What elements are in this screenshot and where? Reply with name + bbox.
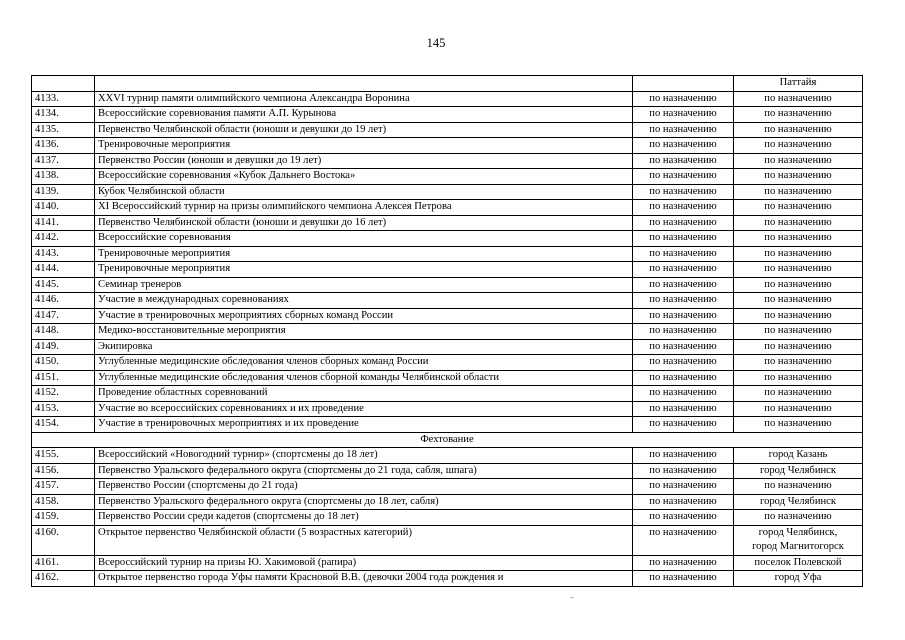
date-cell: по назначению	[633, 262, 734, 278]
date-cell: по назначению	[633, 138, 734, 154]
table-header-row	[32, 76, 863, 92]
place-line: город Челябинск,	[758, 526, 838, 538]
table-row	[32, 571, 863, 587]
table-row	[32, 479, 863, 495]
date-cell: по назначению	[633, 355, 734, 371]
place-cell: по назначению	[734, 107, 863, 123]
event-name-cell: Тренировочные мероприятия	[95, 138, 633, 154]
table-row	[32, 324, 863, 340]
row-number-cell: 4160.	[32, 525, 95, 555]
place-cell: по назначению	[734, 324, 863, 340]
event-name-cell: Участие во всероссийских соревнованиях и их проведение	[95, 401, 633, 417]
date-cell: по назначению	[633, 525, 734, 555]
date-cell: по назначению	[633, 417, 734, 433]
place-cell: по назначению	[734, 91, 863, 107]
table-row	[32, 417, 863, 433]
event-name-cell: Всероссийские соревнования	[95, 231, 633, 247]
place-line: город Магнитогорск	[752, 541, 844, 552]
event-name-cell: Открытое первенство Челябинской области (5 возрастных категорий)	[95, 525, 633, 555]
date-cell: по назначению	[633, 448, 734, 464]
date-cell: по назначению	[633, 215, 734, 231]
schedule-table-body	[32, 76, 863, 587]
event-name-cell: Экипировка	[95, 339, 633, 355]
row-number-cell: 4156.	[32, 463, 95, 479]
row-number-cell: 4144.	[32, 262, 95, 278]
table-row	[32, 448, 863, 464]
header-num-cell	[32, 76, 95, 92]
event-name-cell: Всероссийский «Новогодний турнир» (спортсмены до 18 лет)	[95, 448, 633, 464]
place-cell: по назначению	[734, 339, 863, 355]
header-name-cell	[95, 76, 633, 92]
row-number-cell: 4148.	[32, 324, 95, 340]
event-name-cell: Первенство Уральского федерального округа (спортсмены до 21 года, сабля, шпага)	[95, 463, 633, 479]
table-row	[32, 153, 863, 169]
row-number-cell: 4154.	[32, 417, 95, 433]
table-row	[32, 510, 863, 526]
event-name-cell: Первенство Челябинской области (юноши и девушки до 16 лет)	[95, 215, 633, 231]
table-row	[32, 463, 863, 479]
event-name-cell: Углубленные медицинские обследования членов сборных команд России	[95, 355, 633, 371]
header-place-cell: Паттайя	[734, 76, 863, 92]
date-cell: по назначению	[633, 122, 734, 138]
event-name-cell: Углубленные медицинские обследования членов сборной команды Челябинской области	[95, 370, 633, 386]
place-cell: по назначению	[734, 510, 863, 526]
row-number-cell: 4137.	[32, 153, 95, 169]
row-number-cell: 4133.	[32, 91, 95, 107]
date-cell: по назначению	[633, 370, 734, 386]
place-cell: по назначению	[734, 215, 863, 231]
row-number-cell: 4138.	[32, 169, 95, 185]
place-cell: по назначению	[734, 138, 863, 154]
place-cell: по назначению	[734, 308, 863, 324]
row-number-cell: 4136.	[32, 138, 95, 154]
date-cell: по назначению	[633, 184, 734, 200]
date-cell: по назначению	[633, 200, 734, 216]
event-name-cell: Всероссийские соревнования памяти А.П. Курынова	[95, 107, 633, 123]
event-name-cell: Первенство Уральского федерального округа (спортсмены до 18 лет, сабля)	[95, 494, 633, 510]
table-row	[32, 293, 863, 309]
row-number-cell: 4161.	[32, 555, 95, 571]
date-cell: по назначению	[633, 386, 734, 402]
table-row	[32, 200, 863, 216]
row-number-cell: 4159.	[32, 510, 95, 526]
row-number-cell: 4143.	[32, 246, 95, 262]
row-number-cell: 4151.	[32, 370, 95, 386]
date-cell: по назначению	[633, 91, 734, 107]
place-cell: по назначению	[734, 169, 863, 185]
date-cell: по назначению	[633, 107, 734, 123]
date-cell: по назначению	[633, 277, 734, 293]
event-name-cell: Открытое первенство города Уфы памяти Красновой В.В. (девочки 2004 года рождения и	[95, 571, 633, 587]
event-name-cell: Всероссийский турнир на призы Ю. Хакимовой (рапира)	[95, 555, 633, 571]
scan-speck	[570, 597, 574, 598]
date-cell: по назначению	[633, 463, 734, 479]
table-row	[32, 555, 863, 571]
event-name-cell: Проведение областных соревнований	[95, 386, 633, 402]
section-row	[32, 432, 863, 448]
place-cell: по назначению	[734, 417, 863, 433]
table-row	[32, 138, 863, 154]
table-row	[32, 386, 863, 402]
table-row	[32, 262, 863, 278]
date-cell: по назначению	[633, 571, 734, 587]
event-name-cell: XI Всероссийский турнир на призы олимпийского чемпиона Алексея Петрова	[95, 200, 633, 216]
table-row	[32, 169, 863, 185]
date-cell: по назначению	[633, 555, 734, 571]
row-number-cell: 4142.	[32, 231, 95, 247]
place-cell: по назначению	[734, 479, 863, 495]
page-number: 145	[426, 36, 446, 50]
date-cell: по назначению	[633, 153, 734, 169]
row-number-cell: 4145.	[32, 277, 95, 293]
event-name-cell: Семинар тренеров	[95, 277, 633, 293]
place-cell: по назначению	[734, 153, 863, 169]
place-cell: поселок Полевской	[734, 555, 863, 571]
table-row	[32, 355, 863, 371]
table-row	[32, 246, 863, 262]
place-cell: по назначению	[734, 355, 863, 371]
place-cell: город Казань	[734, 448, 863, 464]
row-number-cell: 4152.	[32, 386, 95, 402]
place-cell: город Челябинск	[734, 463, 863, 479]
date-cell: по назначению	[633, 401, 734, 417]
table-row	[32, 370, 863, 386]
event-name-cell: Медико-восстановительные мероприятия	[95, 324, 633, 340]
event-name-cell: Участие в тренировочных мероприятиях сборных команд России	[95, 308, 633, 324]
place-cell: по назначению	[734, 401, 863, 417]
date-cell: по назначению	[633, 169, 734, 185]
table-row	[32, 184, 863, 200]
event-name-cell: Всероссийские соревнования «Кубок Дальнего Востока»	[95, 169, 633, 185]
row-number-cell: 4150.	[32, 355, 95, 371]
place-cell	[734, 525, 863, 555]
event-name-cell: Кубок Челябинской области	[95, 184, 633, 200]
row-number-cell: 4141.	[32, 215, 95, 231]
row-number-cell: 4158.	[32, 494, 95, 510]
place-cell: по назначению	[734, 246, 863, 262]
event-name-cell: Первенство России (юноши и девушки до 19 лет)	[95, 153, 633, 169]
place-cell: по назначению	[734, 184, 863, 200]
place-cell: по назначению	[734, 200, 863, 216]
place-cell: город Челябинск	[734, 494, 863, 510]
table-row	[32, 107, 863, 123]
row-number-cell: 4140.	[32, 200, 95, 216]
date-cell: по назначению	[633, 479, 734, 495]
row-number-cell: 4139.	[32, 184, 95, 200]
row-number-cell: 4135.	[32, 122, 95, 138]
table-row	[32, 91, 863, 107]
place-cell: по назначению	[734, 122, 863, 138]
event-name-cell: Участие в тренировочных мероприятиях и их проведение	[95, 417, 633, 433]
row-number-cell: 4153.	[32, 401, 95, 417]
schedule-table	[31, 75, 863, 587]
date-cell: по назначению	[633, 231, 734, 247]
place-cell: по назначению	[734, 262, 863, 278]
event-name-cell: Тренировочные мероприятия	[95, 246, 633, 262]
event-name-cell: XXVI турнир памяти олимпийского чемпиона Александра Воронина	[95, 91, 633, 107]
row-number-cell: 4146.	[32, 293, 95, 309]
date-cell: по назначению	[633, 246, 734, 262]
table-row	[32, 401, 863, 417]
row-number-cell: 4134.	[32, 107, 95, 123]
place-cell: по назначению	[734, 370, 863, 386]
place-cell: по назначению	[734, 293, 863, 309]
date-cell: по назначению	[633, 494, 734, 510]
table-row	[32, 277, 863, 293]
row-number-cell: 4162.	[32, 571, 95, 587]
date-cell: по назначению	[633, 293, 734, 309]
event-name-cell: Первенство России (спортсмены до 21 года)	[95, 479, 633, 495]
row-number-cell: 4149.	[32, 339, 95, 355]
table-row	[32, 308, 863, 324]
date-cell: по назначению	[633, 324, 734, 340]
event-name-cell: Первенство Челябинской области (юноши и девушки до 19 лет)	[95, 122, 633, 138]
place-cell: по назначению	[734, 386, 863, 402]
table-row	[32, 231, 863, 247]
section-title: Фехтование	[32, 432, 863, 448]
date-cell: по назначению	[633, 510, 734, 526]
table-row	[32, 525, 863, 555]
date-cell: по назначению	[633, 308, 734, 324]
event-name-cell: Тренировочные мероприятия	[95, 262, 633, 278]
place-cell: по назначению	[734, 277, 863, 293]
event-name-cell: Участие в международных соревнованиях	[95, 293, 633, 309]
table-row	[32, 339, 863, 355]
row-number-cell: 4147.	[32, 308, 95, 324]
row-number-cell: 4157.	[32, 479, 95, 495]
place-cell: город Уфа	[734, 571, 863, 587]
table-row	[32, 215, 863, 231]
event-name-cell: Первенство России среди кадетов (спортсмены до 18 лет)	[95, 510, 633, 526]
header-date-cell	[633, 76, 734, 92]
date-cell: по назначению	[633, 339, 734, 355]
table-row	[32, 122, 863, 138]
table-row	[32, 494, 863, 510]
place-cell: по назначению	[734, 231, 863, 247]
row-number-cell: 4155.	[32, 448, 95, 464]
